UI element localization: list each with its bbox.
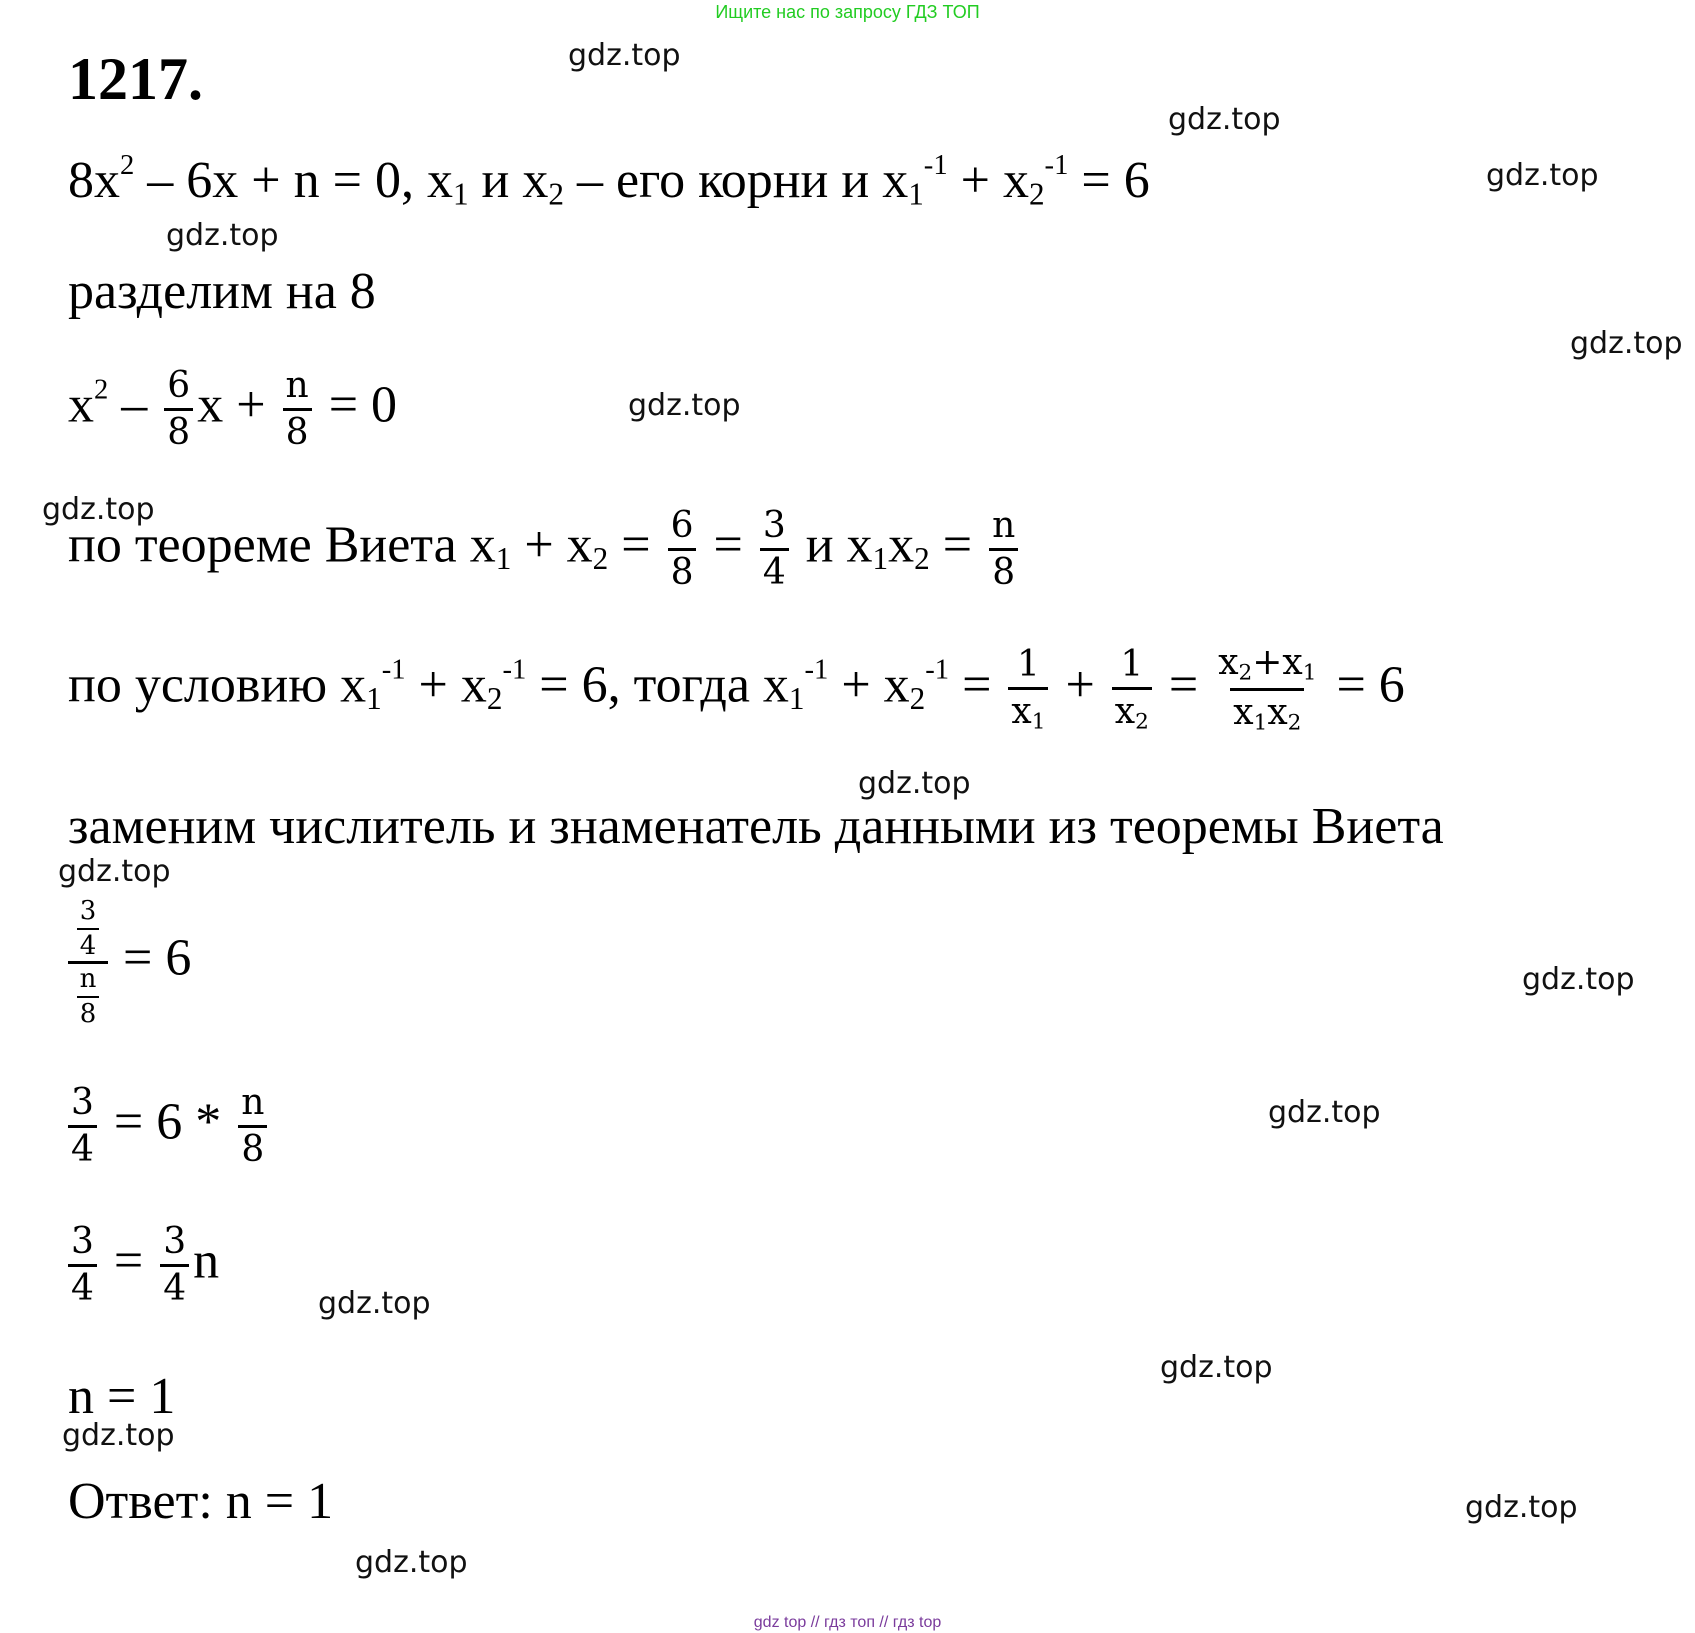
fraction-den — [1230, 688, 1304, 734]
fraction-den: 4 — [77, 928, 100, 959]
l3-x: x + — [197, 376, 279, 434]
l1-a: 8x — [68, 151, 120, 209]
l4-eq2: = — [700, 516, 756, 574]
watermark: gdz.top — [42, 492, 155, 527]
fraction-den: 4 — [160, 1264, 189, 1307]
l4-b-sub: 2 — [592, 541, 609, 577]
l4-eq3: = — [929, 516, 986, 574]
l3-minus: – — [108, 376, 161, 434]
l3-end: = 0 — [315, 376, 398, 434]
l9-n: n — [193, 1232, 220, 1290]
fraction-num: n — [285, 365, 309, 406]
fraction-num: n — [241, 1082, 265, 1123]
equation-line-3 — [68, 365, 398, 453]
fraction — [1008, 643, 1048, 734]
fraction-den: 4 — [68, 1125, 97, 1168]
den-x: x — [1267, 691, 1288, 733]
fraction — [668, 505, 697, 593]
l1-d-sup: -1 — [923, 150, 948, 181]
fraction — [1215, 642, 1319, 736]
result-line: n = 1 — [68, 1368, 176, 1425]
equation-line-7 — [68, 898, 191, 1027]
l5-end: = 6 — [1323, 656, 1405, 714]
l4-c-sub: 1 — [872, 541, 889, 577]
l5-d: + x — [828, 656, 910, 714]
fraction-num: n — [79, 964, 97, 994]
den-sub: 1 — [1253, 710, 1268, 736]
l1-d-sub: 1 — [908, 176, 924, 212]
fraction-num: 3 — [71, 1221, 94, 1262]
l1-c-sub: 2 — [548, 176, 564, 212]
watermark: gdz.top — [628, 388, 741, 423]
l8-mid: = 6 * — [100, 1093, 235, 1151]
fraction — [164, 365, 193, 453]
l5-d-sub: 2 — [909, 681, 926, 717]
equation-line-1 — [68, 150, 1150, 213]
l4-d-sub: 2 — [914, 541, 930, 577]
l1-e-sub: 2 — [1028, 176, 1045, 212]
l4-eq1: = — [608, 516, 664, 574]
fraction-den: 8 — [283, 408, 312, 451]
l1-c: и x — [468, 151, 549, 209]
fraction — [77, 898, 100, 959]
watermark: gdz.top — [1168, 102, 1281, 137]
fraction — [989, 505, 1018, 593]
watermark: gdz.top — [1465, 1490, 1578, 1525]
num-plus: + — [1252, 642, 1283, 683]
equation-line-8 — [68, 1082, 271, 1170]
fraction-num: 6 — [670, 505, 694, 546]
den-x: x — [1011, 690, 1032, 732]
fraction-num: 3 — [71, 1082, 94, 1123]
fraction-den: 8 — [77, 996, 100, 1027]
equation-line-9 — [68, 1221, 220, 1309]
den-sub: 1 — [1031, 708, 1046, 734]
l4-d: x — [888, 516, 915, 574]
den-sub: 2 — [1287, 710, 1302, 736]
l1-e: + x — [947, 151, 1029, 209]
watermark: gdz.top — [1522, 962, 1635, 997]
watermark: gdz.top — [1268, 1095, 1381, 1130]
num-x: x — [1218, 642, 1239, 683]
l1-d: – его корни и x — [563, 151, 909, 209]
fraction-den: 4 — [68, 1264, 97, 1307]
l5-d-sup: -1 — [925, 654, 950, 686]
l4-b: + x — [511, 516, 593, 574]
den-sub: 2 — [1135, 708, 1149, 734]
l1-b-sub: 1 — [452, 176, 469, 212]
l7-end: = 6 — [110, 929, 192, 987]
fraction-num: 3 — [762, 505, 786, 546]
fraction-den: 4 — [760, 548, 789, 591]
fraction-den: 8 — [164, 408, 193, 451]
fraction-num: 3 — [163, 1221, 187, 1262]
fraction-num: n — [992, 505, 1016, 546]
divide-by-8-text: разделим на 8 — [68, 263, 376, 320]
problem-number: 1217. — [68, 46, 203, 112]
fraction — [760, 505, 789, 593]
fraction-num: 6 — [167, 365, 191, 406]
l5-c: = 6, тогда x — [526, 656, 789, 714]
fraction-den: 8 — [668, 548, 697, 591]
fraction — [1112, 643, 1152, 734]
fraction — [283, 365, 312, 453]
answer-line: Ответ: n = 1 — [68, 1473, 334, 1530]
l5-b-sub: 2 — [486, 681, 503, 717]
l1-e-sup: -1 — [1044, 150, 1069, 181]
condition-line — [68, 642, 1405, 736]
fraction — [160, 1221, 189, 1309]
l5-a: по условию x — [68, 656, 367, 714]
den-x: x — [1114, 690, 1136, 732]
watermark: gdz.top — [318, 1286, 431, 1321]
watermark: gdz.top — [858, 766, 971, 801]
fraction-num: 1 — [1120, 643, 1144, 685]
substitute-text: заменим числитель и знаменатель данными из теоремы Виета — [68, 798, 1444, 855]
watermark: gdz.top — [568, 38, 681, 73]
l5-b-sup: -1 — [502, 654, 527, 686]
watermark: gdz.top — [58, 854, 171, 889]
l1-b: – 6x + n = 0, x — [134, 151, 453, 209]
l1-a-sup: 2 — [120, 150, 135, 181]
l3-a: x — [68, 376, 94, 434]
fraction — [77, 966, 100, 1027]
num-x: x — [1282, 642, 1303, 683]
fraction-num — [1215, 642, 1319, 688]
compound-fraction — [68, 898, 108, 1027]
fraction-den — [1008, 687, 1048, 733]
fraction-num: 1 — [1016, 643, 1040, 685]
vieta-line — [68, 505, 1022, 593]
l5-eq1: = — [949, 656, 1005, 714]
fraction — [68, 1221, 97, 1309]
fraction — [68, 1082, 97, 1170]
l5-a-sub: 1 — [366, 681, 382, 717]
watermark: gdz.top — [1570, 326, 1683, 361]
l4-c: и x — [792, 516, 873, 574]
watermark: gdz.top — [1160, 1350, 1273, 1385]
l4-a-sub: 1 — [495, 541, 512, 577]
num-sub: 1 — [1302, 660, 1317, 686]
l3-a-sup: 2 — [94, 374, 109, 406]
l5-plus: + — [1052, 656, 1108, 714]
watermark: gdz.top — [166, 218, 279, 253]
num-sub: 2 — [1238, 660, 1253, 686]
watermark: gdz.top — [355, 1545, 468, 1580]
l5-c-sub: 1 — [788, 681, 805, 717]
l5-a-sup: -1 — [381, 654, 406, 686]
fraction-den: 8 — [989, 548, 1018, 591]
l4-a: по теореме Виета x — [68, 516, 496, 574]
l9-eq: = — [100, 1232, 157, 1290]
l5-b: + x — [405, 656, 487, 714]
top-banner[interactable]: Ищите нас по запросу ГДЗ ТОП — [715, 2, 980, 22]
l1-f: = 6 — [1068, 151, 1150, 209]
fraction-num: 3 — [79, 896, 97, 926]
fraction — [238, 1082, 267, 1170]
watermark: gdz.top — [1486, 158, 1599, 193]
footer-links[interactable]: gdz top // гдз топ // гдз top — [753, 1614, 942, 1631]
den-x: x — [1233, 691, 1254, 733]
fraction-den — [1112, 687, 1152, 733]
fraction-den: 8 — [238, 1125, 267, 1168]
l5-c-sup: -1 — [804, 654, 829, 686]
watermark: gdz.top — [62, 1418, 175, 1453]
l5-eq2: = — [1155, 656, 1212, 714]
